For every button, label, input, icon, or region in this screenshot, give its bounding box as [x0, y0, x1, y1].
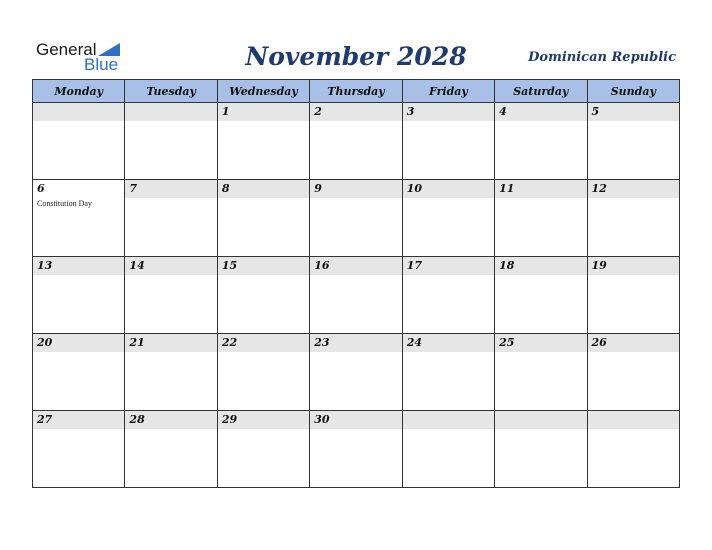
day-number: 1 — [221, 105, 230, 118]
week-row — [33, 411, 680, 488]
day-cell — [310, 257, 402, 334]
day-cell-band — [218, 257, 309, 275]
day-cell-band — [403, 411, 494, 429]
day-cell — [587, 180, 679, 257]
day-cell — [310, 180, 402, 257]
day-cell — [402, 257, 494, 334]
day-cell-band — [33, 103, 124, 121]
day-cell — [402, 103, 494, 180]
day-cell-band — [33, 411, 124, 429]
weekday-header-row — [33, 80, 680, 103]
day-cell — [402, 334, 494, 411]
weekday-header: Monday — [33, 80, 125, 103]
logo-text-general: General — [36, 40, 97, 59]
day-number: 23 — [314, 336, 330, 349]
calendar-title: November 2028 — [245, 42, 467, 71]
calendar-grid — [32, 79, 680, 488]
day-cell-band — [588, 180, 679, 198]
day-cell-band — [495, 103, 586, 121]
day-number: 18 — [499, 259, 515, 272]
day-cell — [310, 103, 402, 180]
day-cell-band — [588, 103, 679, 121]
day-cell — [33, 411, 125, 488]
day-cell — [125, 180, 217, 257]
day-cell-band — [218, 103, 309, 121]
day-number: 19 — [591, 259, 607, 272]
day-cell-band — [125, 334, 216, 352]
day-cell-band — [403, 180, 494, 198]
day-cell — [402, 180, 494, 257]
day-cell — [310, 334, 402, 411]
day-number: 6 — [37, 182, 45, 195]
day-cell — [125, 411, 217, 488]
day-number: 7 — [129, 182, 138, 195]
day-cell-band — [125, 257, 216, 275]
day-number: 27 — [37, 413, 53, 426]
day-cell — [125, 103, 217, 180]
day-cell-band — [310, 257, 401, 275]
day-number: 16 — [314, 259, 330, 272]
day-cell-band — [33, 334, 124, 352]
weekday-header: Wednesday — [217, 80, 309, 103]
day-number: 26 — [591, 336, 607, 349]
day-cell — [33, 257, 125, 334]
day-cell — [33, 334, 125, 411]
day-cell-band — [588, 411, 679, 429]
day-cell — [217, 103, 309, 180]
day-number: 3 — [406, 105, 415, 118]
day-cell-band — [588, 334, 679, 352]
day-cell — [217, 257, 309, 334]
day-cell — [587, 257, 679, 334]
day-cell-band — [218, 334, 309, 352]
day-cell-band — [495, 180, 586, 198]
day-cell-band — [310, 180, 401, 198]
generalblue-logo — [36, 40, 136, 74]
day-cell — [33, 103, 125, 180]
day-number: 14 — [129, 259, 145, 272]
day-cell — [310, 411, 402, 488]
day-number: 4 — [499, 105, 507, 118]
day-cell-band — [125, 103, 216, 121]
weekday-header: Friday — [402, 80, 494, 103]
weekday-header: Tuesday — [125, 80, 217, 103]
day-cell-band — [33, 180, 124, 198]
week-row — [33, 180, 680, 257]
day-cell — [495, 180, 587, 257]
day-cell-band — [33, 257, 124, 275]
day-number: 17 — [406, 259, 422, 272]
day-cell-band — [495, 334, 586, 352]
day-number: 28 — [129, 413, 145, 426]
day-cell — [587, 103, 679, 180]
day-cell-band — [125, 180, 216, 198]
day-number: 11 — [499, 182, 515, 195]
day-number: 30 — [314, 413, 330, 426]
day-cell — [495, 103, 587, 180]
day-cell-band — [403, 103, 494, 121]
day-cell — [217, 180, 309, 257]
day-cell — [495, 257, 587, 334]
day-cell-band — [218, 180, 309, 198]
day-cell-band — [218, 411, 309, 429]
day-cell-band — [125, 411, 216, 429]
week-row — [33, 103, 680, 180]
day-cell-band — [403, 334, 494, 352]
day-number: 5 — [591, 105, 600, 118]
day-cell-band — [310, 103, 401, 121]
day-cell — [33, 180, 125, 257]
day-number: 25 — [499, 336, 515, 349]
day-cell-band — [310, 334, 401, 352]
week-row — [33, 334, 680, 411]
day-number: 12 — [591, 182, 607, 195]
day-cell — [495, 334, 587, 411]
day-cell-band — [310, 411, 401, 429]
day-cell — [217, 334, 309, 411]
day-cell — [125, 257, 217, 334]
country-name: Dominican Republic — [528, 50, 676, 65]
day-number: 15 — [221, 259, 238, 272]
day-number: 8 — [221, 182, 230, 195]
day-cell — [587, 334, 679, 411]
day-cell-band — [495, 257, 586, 275]
week-row — [33, 257, 680, 334]
logo-text-blue: Blue — [84, 55, 119, 74]
day-cell — [495, 411, 587, 488]
day-number: 29 — [221, 413, 238, 426]
day-number: 13 — [37, 259, 53, 272]
day-cell — [125, 334, 217, 411]
day-cell-band — [495, 411, 586, 429]
day-number: 9 — [314, 182, 322, 195]
weekday-header: Sunday — [587, 80, 679, 103]
holiday-label: Constitution Day — [37, 199, 92, 208]
day-cell — [402, 411, 494, 488]
day-cell-band — [588, 257, 679, 275]
day-cell — [587, 411, 679, 488]
day-number: 2 — [314, 105, 322, 118]
day-cell — [217, 411, 309, 488]
day-number: 22 — [221, 336, 238, 349]
day-number: 24 — [406, 336, 422, 349]
day-number: 10 — [406, 182, 422, 195]
day-number: 21 — [129, 336, 145, 349]
weekday-header: Thursday — [310, 80, 402, 103]
day-cell-band — [403, 257, 494, 275]
day-number: 20 — [37, 336, 53, 349]
weekday-header: Saturday — [495, 80, 587, 103]
